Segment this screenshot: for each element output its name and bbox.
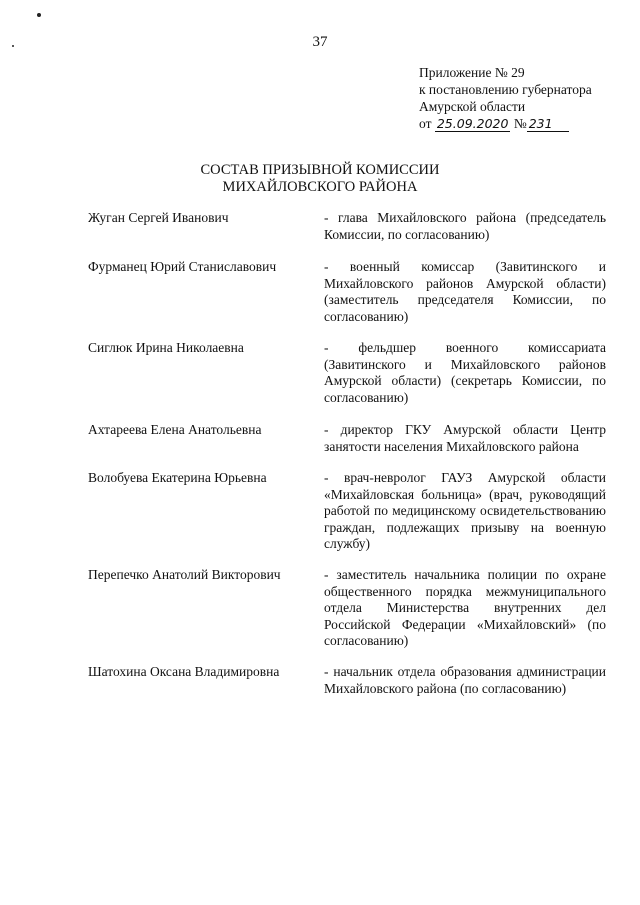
member-role: - заместитель начальника полиции по охране общественного порядка межмуниципального отдела Министерства внутренних дел Российской Федерации «Михайловский» (по согласованию) bbox=[324, 567, 606, 649]
date-prefix: от bbox=[419, 116, 432, 131]
scan-speck bbox=[37, 13, 41, 17]
title-line: МИХАЙЛОВСКОГО РАЙОНА bbox=[222, 179, 418, 195]
handwritten-number: 231 bbox=[527, 116, 569, 132]
member-role: - глава Михайловского района (председатель Комиссии, по согласованию) bbox=[324, 210, 606, 242]
number-prefix: № bbox=[513, 116, 527, 131]
appendix-line: Приложение № 29 bbox=[419, 65, 525, 80]
member-role: - директор ГКУ Амурской области Центр занятости населения Михайловского района bbox=[324, 422, 606, 454]
title-line: СОСТАВ ПРИЗЫВНОЙ КОМИССИИ bbox=[200, 162, 440, 178]
member-role: - начальник отдела образования администрации Михайловского района (по согласованию) bbox=[324, 664, 606, 696]
member-name: Перепечко Анатолий Викторович bbox=[88, 567, 281, 582]
appendix-block bbox=[419, 64, 592, 132]
member-name: Жуган Сергей Иванович bbox=[88, 210, 229, 225]
member-role: - врач-невролог ГАУЗ Амурской области «Михайловская больница» (врач, руководящий работой по медицинскому освидетельствованию граждан, подлежащих призыву на военную службу) bbox=[324, 470, 606, 552]
member-name: Сиглюк Ирина Николаевна bbox=[88, 340, 244, 355]
member-name: Фурманец Юрий Станиславович bbox=[88, 259, 277, 274]
document-title bbox=[0, 162, 640, 196]
appendix-line: к постановлению губернатора bbox=[419, 82, 592, 97]
member-role: - фельдшер военного комиссариата (Завитинского и Михайловского районов Амурской области) (секретарь Комиссии, по согласованию) bbox=[324, 340, 606, 405]
member-name: Волобуева Екатерина Юрьевна bbox=[88, 470, 267, 485]
appendix-date-line bbox=[419, 115, 592, 132]
member-role: - военный комиссар (Завитинского и Михайловского районов Амурской области) (заместитель председателя Комиссии, по согласованию) bbox=[324, 259, 606, 324]
member-name: Шатохина Оксана Владимировна bbox=[88, 664, 280, 679]
member-name: Ахтареева Елена Анатольевна bbox=[88, 422, 262, 437]
page-number: 37 bbox=[312, 34, 328, 50]
handwritten-date: 25.09.2020 bbox=[436, 116, 509, 131]
appendix-line: Амурской области bbox=[419, 99, 526, 114]
